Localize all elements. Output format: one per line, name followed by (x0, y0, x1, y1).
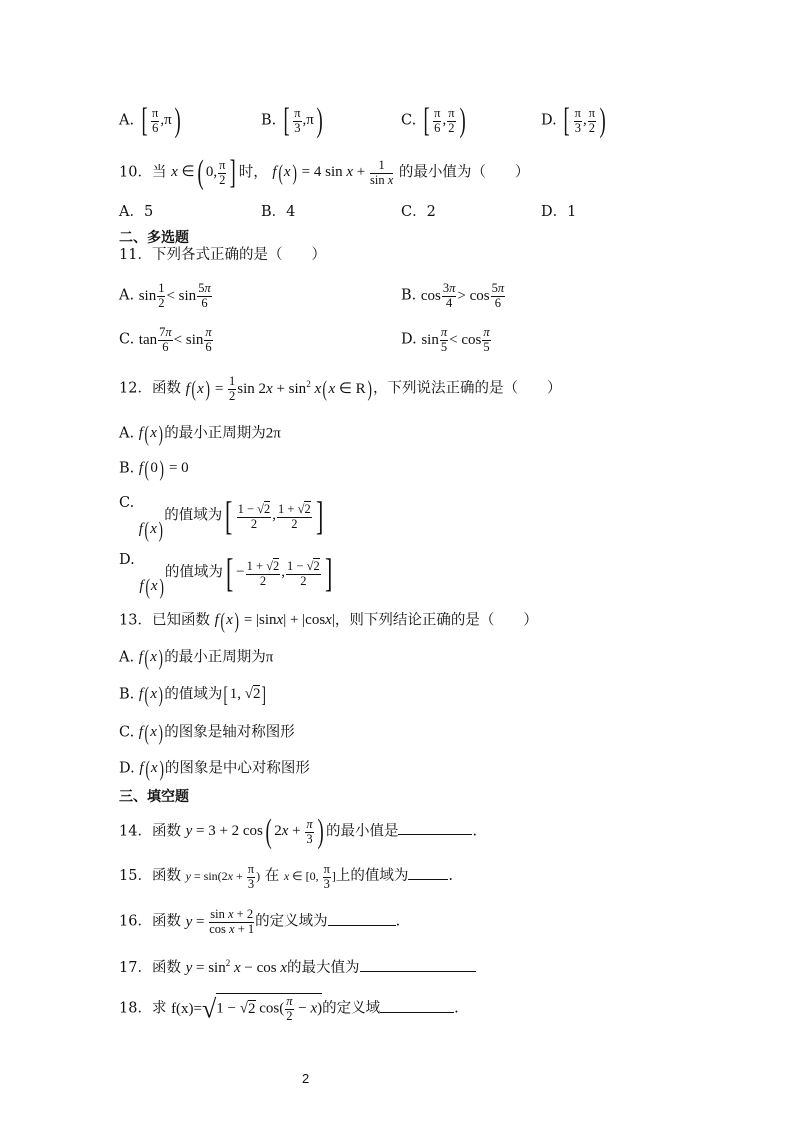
math-expression: f(x) (138, 421, 163, 446)
question-tail: 上的值域为 (335, 868, 409, 884)
question-18 (119, 993, 459, 1024)
question-number: 12．函数 (119, 380, 181, 397)
math-expression: sin $\frac{1}{2}$ < sin $\frac{5\pi}{6}$ (138, 281, 211, 310)
q12-option-d (119, 550, 335, 599)
question-11-stem: 11．下列各式正确的是（ ） (119, 247, 326, 263)
math-expression: f(x) (138, 645, 163, 670)
option-label: D. (401, 331, 417, 348)
q11-option-d (401, 326, 492, 355)
math-expression: x ∈ [0, $\frac{\pi}{3}$ ] (283, 862, 336, 891)
math-expression: π (265, 649, 274, 666)
math-expression: cos $\frac{3\pi}{4}$ > cos $\frac{5\pi}{6}$ (420, 281, 505, 310)
option-label: A. (119, 425, 135, 442)
q9-option-b (261, 104, 325, 138)
section-heading-fill-in: 三、填空题 (119, 789, 189, 805)
math-expression: f(x) (138, 682, 163, 707)
q12-option-a (119, 423, 281, 445)
question-tail: 的定义域为 (255, 913, 328, 930)
option-label: B. (401, 287, 417, 304)
q11-option-a (119, 282, 213, 311)
q13-option-d (119, 758, 310, 780)
math-expression: y = 3 + 2 cos( 2x + $\frac{\pi}{3}$ ) (185, 813, 324, 850)
option-text: 的值域为 (164, 686, 223, 703)
question-14 (119, 815, 477, 849)
option-label: C. (401, 112, 417, 129)
math-expression: y = $\frac{\text{sin x + 2}}{\text{cos x + 1}}$ (185, 907, 255, 936)
math-expression: $y = \sin^2 x - \cos x$ (185, 958, 288, 976)
option-label: C. (119, 331, 135, 348)
option-label: B. (261, 112, 277, 129)
q13-option-b (119, 684, 268, 706)
answer-blank[interactable] (380, 998, 454, 1013)
period: . (448, 868, 454, 884)
question-number: 15．函数 (119, 868, 181, 884)
question-tail: ，则下列结论正确的是（ ） (334, 612, 538, 629)
math-expression: [ − $\frac{1 + √2}{2}$ , $\frac{1 - √2}{2}$ ] (225, 550, 333, 595)
math-expression: f(0) = 0 (138, 456, 189, 481)
math-expression: f(x) (138, 517, 163, 542)
period: . (454, 1000, 459, 1017)
q10-option-a: A．5 (119, 204, 154, 220)
math-expression: f(x) = 4 sin x + $\frac{1}{\text{sin x}}$ (272, 157, 394, 187)
math-expression: [ $\frac{\pi}{6}$ , $\frac{\pi}{2}$ ) (423, 102, 466, 139)
q12-option-b (119, 458, 189, 480)
question-number: 16．函数 (119, 913, 181, 930)
math-expression: [ $\frac{\pi}{3}$ ,π) (283, 102, 323, 139)
option-label: D. (119, 552, 135, 568)
option-label: A. (119, 649, 135, 666)
math-expression: [ $\frac{\pi}{6}$ ,π) (141, 102, 181, 139)
q11-option-c (119, 326, 214, 355)
q13-option-c (119, 722, 295, 744)
question-number: 18．求 (119, 1000, 167, 1017)
math-expression: [ $\frac{1 - √2}{2}$ , $\frac{1 + √2}{2}$ ] (225, 493, 324, 538)
option-text: 的图象是轴对称图形 (164, 724, 295, 741)
option-label: C. (119, 724, 135, 741)
answer-blank[interactable] (398, 820, 472, 835)
q13-option-a (119, 647, 273, 669)
question-tail: ，下列说法正确的是（ ） (373, 380, 562, 397)
option-label: A. (119, 112, 135, 129)
period: . (472, 823, 478, 840)
question-tail: 的最大值为 (287, 960, 360, 976)
question-16 (119, 908, 400, 937)
math-expression: f(x) = |sinx| + |cosx| (214, 608, 335, 633)
question-tail: 的最小值为（ ） (398, 164, 530, 181)
math-expression: 2π (265, 425, 281, 442)
question-12 (119, 375, 562, 404)
option-label: B. (119, 686, 135, 703)
q9-option-d (541, 104, 608, 138)
question-10: 10．当 x ∈( 0, $\frac{\pi}{2}$ ] 时， f(x) = 4 sin x + $\frac{1}{\text{sin x}}$ 的最小值为（ ） (119, 154, 530, 191)
q12-option-c (119, 493, 326, 542)
option-label: C. (119, 495, 135, 511)
period: . (395, 913, 401, 930)
option-label: D. (119, 760, 135, 777)
answer-blank[interactable] (408, 865, 448, 880)
math-expression: tan $\frac{7\pi}{6}$ < sin $\frac{\pi}{6}$ (138, 325, 212, 354)
question-number: 13．已知函数 (119, 612, 210, 629)
q10-option-c: C．2 (401, 204, 436, 220)
answer-blank[interactable] (328, 911, 396, 926)
option-text: 的值域为 (164, 564, 223, 581)
option-label: A. (119, 287, 135, 304)
question-number: 17．函数 (119, 960, 181, 976)
q9-option-c (401, 104, 468, 138)
option-text: 的图象是中心对称图形 (164, 760, 310, 777)
q11-option-b (401, 282, 506, 311)
option-label: D. (541, 112, 557, 129)
option-text: 的最小正周期为 (164, 425, 266, 442)
math-expression: y = sin(2x + $\frac{\pi}{3}$ ) (185, 862, 261, 891)
section-heading-multiple-choice: 二、多选题 (119, 230, 189, 246)
math-expression: sin $\frac{\pi}{5}$ < cos $\frac{\pi}{5}$ (421, 325, 490, 354)
question-tail: 的定义域 (322, 1000, 381, 1017)
answer-blank[interactable] (360, 957, 476, 972)
math-expression: f(x) (139, 756, 164, 781)
question-number: 14．函数 (119, 823, 181, 840)
question-15 (119, 863, 453, 892)
question-13 (119, 610, 538, 632)
math-expression: f(x) (138, 720, 163, 745)
question-mid: 在 (264, 868, 280, 884)
question-tail: 的最小值是 (325, 823, 399, 840)
math-expression: f(x) = $\frac{1}{2}$ $\sin 2x + \sin^2 x(x$ ∈ R) (185, 374, 372, 403)
math-expression: f(x) (139, 574, 164, 599)
page-number: 2 (302, 1071, 310, 1086)
option-text: 的最小正周期为 (164, 649, 266, 666)
math-expression: [ $\frac{\pi}{3}$ , $\frac{\pi}{2}$ ) (563, 102, 606, 139)
math-expression: f(x)=√1 − √2 cos( $\frac{\pi}{2}$ − x) (171, 994, 323, 1024)
option-text: 的值域为 (164, 507, 223, 524)
q10-option-d: D．1 (541, 204, 577, 220)
math-expression: x ∈( 0, $\frac{\pi}{2}$ ] (171, 154, 237, 191)
q9-option-a (119, 104, 183, 138)
option-label: B. (119, 460, 135, 477)
q10-option-b: B．4 (261, 204, 296, 220)
math-expression: [1, √2] (223, 682, 267, 707)
question-17 (119, 957, 476, 976)
question-number: 10．当 (119, 164, 167, 181)
